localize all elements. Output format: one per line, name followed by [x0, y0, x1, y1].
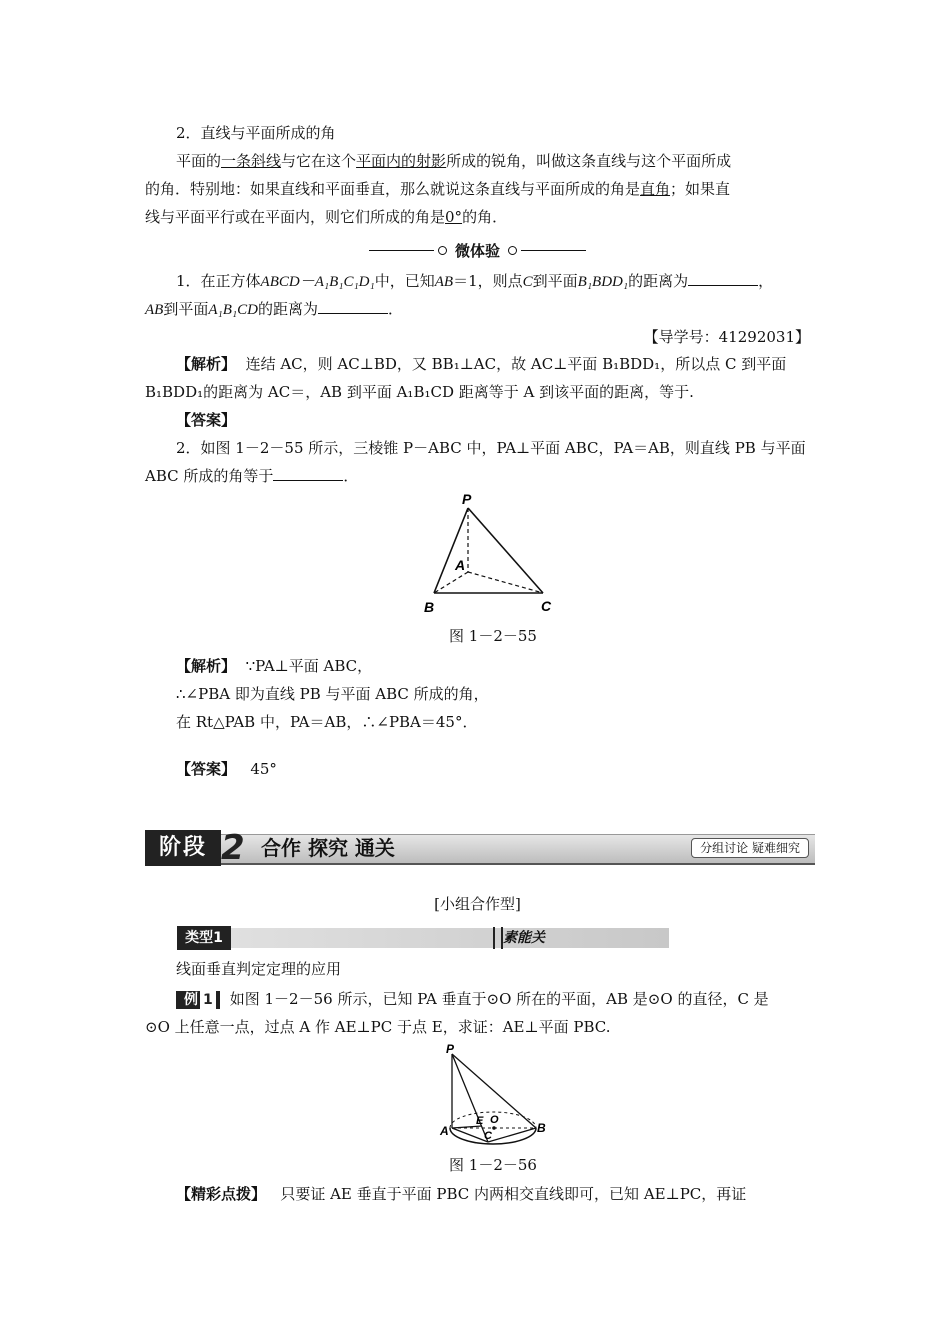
- q1-line-2: [145, 298, 810, 321]
- guide-number: 【导学号：41292031】: [643, 328, 810, 346]
- weitiyan-title: 微体验: [454, 242, 500, 260]
- text: 的距离为: [628, 272, 689, 290]
- math: B₁BDD₁: [577, 274, 629, 290]
- math: A₁B₁CD: [208, 302, 258, 318]
- edge-ab-hidden: [434, 572, 468, 593]
- answer-blank: [318, 298, 388, 314]
- q2-line-2: [145, 465, 810, 487]
- solution-label: 【解析】: [176, 657, 237, 675]
- text: 与它在这个: [281, 152, 357, 170]
- edge-cb: [488, 1128, 536, 1142]
- solution-label: 【解析】: [176, 355, 237, 373]
- vertex-label-o: O: [490, 1114, 499, 1126]
- text: 只要证 AE 垂直于平面 PBC 内两相交直线即可，已知 AE⊥PC，再证: [280, 1185, 747, 1203]
- text: 如图 1－2－56 所示，已知 PA 垂直于⊙O 所在的平面，AB 是⊙O 的直径，C 是: [229, 990, 769, 1008]
- answer-value: 45°: [250, 760, 277, 778]
- vertex-label-a: A: [440, 1124, 449, 1138]
- type-topic: 线面垂直判定定理的应用: [176, 960, 342, 978]
- text: 1．在正方体: [176, 272, 261, 290]
- answer-blank: [273, 465, 343, 481]
- double-bar-icon: [493, 927, 503, 949]
- answer-blank: [688, 270, 758, 286]
- vertex-label-e: E: [476, 1115, 484, 1127]
- text: 的距离为: [257, 300, 318, 318]
- text: ∵PA⊥平面 ABC，: [245, 657, 373, 675]
- definition-line-1: [176, 150, 810, 172]
- definition-line-2: [145, 178, 810, 200]
- text: ；如果直: [670, 180, 731, 198]
- figure-1-2-55: [410, 490, 570, 620]
- q2-line-1: 2．如图 1－2－55 所示，三棱锥 P－ABC 中，PA⊥平面 ABC，PA＝AB，则直线 PB 与平面: [176, 439, 806, 457]
- example-1-hint: [176, 1183, 810, 1205]
- example-1-line-2: ⊙O 上任意一点，过点 A 作 AE⊥PC 于点 E，求证：AE⊥平面 PBC.: [145, 1018, 611, 1036]
- figure-caption-55: 图 1－2－55: [449, 627, 537, 645]
- text: 中，已知: [374, 272, 435, 290]
- vertex-label-a: A: [455, 557, 466, 573]
- type-1-bar: [177, 926, 557, 950]
- q1-line-1: [176, 270, 810, 293]
- example-1-line-1: [176, 988, 841, 1010]
- text: 的角．: [462, 208, 508, 226]
- q2-solution-line-1: [176, 655, 810, 677]
- section-heading: 2．直线与平面所成的角: [176, 124, 336, 142]
- edge-pc: [468, 508, 543, 593]
- circle-icon: [438, 246, 447, 255]
- math: AB: [145, 302, 164, 318]
- q1-answer: [176, 409, 810, 431]
- underlined-term: 0°: [445, 208, 463, 226]
- type-label: 类型1: [177, 926, 231, 950]
- underlined-term: 直角: [640, 180, 671, 198]
- text: ＝1，则点: [453, 272, 523, 290]
- text: 到平面: [532, 272, 578, 290]
- divider-line-right: [521, 250, 586, 251]
- text: 所成的锐角，叫做这条直线与这个平面所成: [446, 152, 732, 170]
- divider-line-left: [369, 250, 434, 251]
- example-label: 例: [184, 992, 198, 1008]
- group-subtitle: [小组合作型]: [434, 895, 521, 913]
- q2-answer: [176, 758, 810, 780]
- q1-solution-line-1: [176, 353, 810, 375]
- circle-front-arc: [450, 1128, 536, 1144]
- text: 线与平面平行或在平面内，则它们所成的角是: [145, 208, 446, 226]
- stage-number: 2: [221, 828, 245, 868]
- text: ．: [387, 300, 403, 318]
- vertex-label-p: P: [462, 491, 472, 507]
- figure-caption-56: 图 1－2－56: [449, 1156, 537, 1174]
- stage-2-banner: [145, 830, 815, 866]
- type-bar-band: [227, 928, 669, 948]
- example-number: 1: [200, 991, 216, 1009]
- text: ．: [343, 467, 359, 485]
- text: 的角．特别地：如果直线和平面垂直，那么就说这条直线与平面所成的角是: [145, 180, 641, 198]
- answer-label: 【答案】: [176, 411, 237, 429]
- vertex-label-c: C: [484, 1130, 492, 1142]
- q1-solution-line-2: B₁BDD₁的距离为 AC＝，AB 到平面 A₁B₁CD 距离等于 A 到该平面的距离，等于.: [145, 383, 694, 401]
- definition-line-3: [145, 206, 810, 228]
- figure-1-2-56: [438, 1044, 548, 1150]
- answer-label: 【答案】: [176, 760, 237, 778]
- type-suffix: 素能关: [503, 930, 545, 946]
- underlined-term: 一条斜线: [221, 152, 282, 170]
- text: 平面的: [176, 152, 222, 170]
- stage-title: 合作 探究 通关: [261, 836, 395, 860]
- stage-tag: 分组讨论 疑难细究: [691, 838, 809, 858]
- center-point-o: [492, 1126, 496, 1130]
- stage-label: 阶段: [145, 830, 221, 866]
- math: ABCD－A₁B₁C₁D₁: [260, 274, 375, 290]
- math: C: [522, 274, 533, 290]
- edge-pb: [434, 508, 468, 593]
- hint-label: 【精彩点拨】: [176, 1185, 267, 1203]
- vertex-label-b: B: [537, 1121, 546, 1135]
- underlined-term: 平面内的射影: [356, 152, 447, 170]
- weitiyan-divider: [145, 240, 810, 260]
- example-badge: [176, 991, 220, 1009]
- vertex-label-c: C: [541, 598, 552, 614]
- math: AB: [434, 274, 454, 290]
- text: ABC 所成的角等于: [145, 467, 274, 485]
- circle-icon: [508, 246, 517, 255]
- q2-solution-line-2: ∴∠PBA 即为直线 PB 与平面 ABC 所成的角，: [176, 685, 489, 703]
- text: ，: [758, 272, 774, 290]
- vertex-label-b: B: [424, 599, 435, 615]
- vertex-label-p: P: [446, 1044, 455, 1056]
- edge-pc: [452, 1054, 488, 1142]
- q2-solution-line-3: 在 Rt△PAB 中，PA＝AB，∴∠PBA＝45°．: [176, 713, 478, 731]
- text: 到平面: [163, 300, 209, 318]
- text: 连结 AC，则 AC⊥BD，又 BB₁⊥AC，故 AC⊥平面 B₁BDD₁，所以点 C 到平面: [245, 355, 787, 373]
- edge-ac-hidden: [468, 572, 543, 593]
